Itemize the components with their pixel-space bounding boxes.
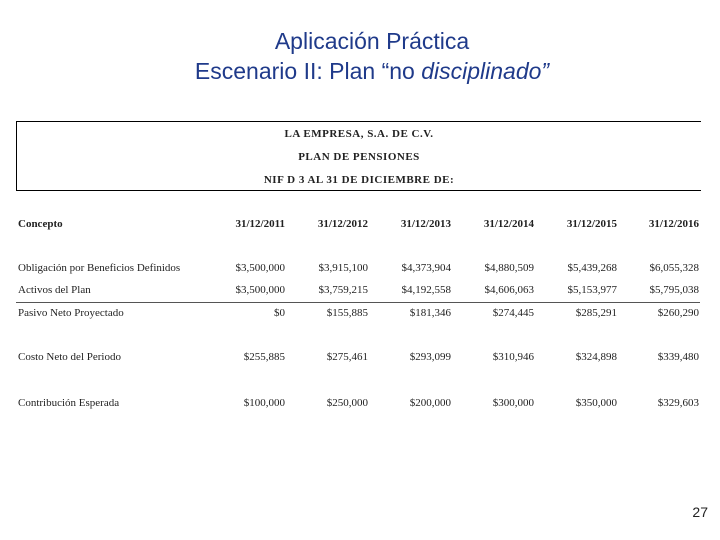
row-label: Costo Neto del Periodo bbox=[18, 351, 121, 363]
table-row bbox=[16, 284, 706, 300]
column-header: 31/12/2014 bbox=[483, 218, 534, 230]
table-cell: $181,346 bbox=[409, 307, 451, 319]
page-number: 27 bbox=[692, 504, 708, 520]
table-cell: $275,461 bbox=[326, 351, 368, 363]
title-line-2-italic: disciplinado” bbox=[421, 58, 550, 84]
row-label: Activos del Plan bbox=[18, 284, 91, 296]
row-label: Obligación por Beneficios Definidos bbox=[18, 262, 181, 274]
table-row bbox=[16, 307, 706, 323]
table-header-row bbox=[16, 218, 706, 234]
table-cell: $3,500,000 bbox=[235, 262, 285, 274]
table-cell: $3,500,000 bbox=[235, 284, 285, 296]
table-cell: $293,099 bbox=[409, 351, 451, 363]
table-cell: $100,000 bbox=[243, 397, 285, 409]
table-cell: $5,795,038 bbox=[649, 284, 699, 296]
report-header-box bbox=[16, 121, 701, 191]
company-name: LA EMPRESA, S.A. DE C.V. bbox=[284, 128, 434, 140]
row-label: Contribución Esperada bbox=[18, 397, 120, 409]
slide-title bbox=[0, 26, 720, 86]
row-label: Pasivo Neto Proyectado bbox=[18, 307, 124, 319]
table-cell: $6,055,328 bbox=[649, 262, 699, 274]
table-cell: $339,480 bbox=[657, 351, 699, 363]
title-line-2 bbox=[0, 56, 720, 86]
table-cell: $310,946 bbox=[492, 351, 534, 363]
table-cell: $350,000 bbox=[575, 397, 617, 409]
table-cell: $3,759,215 bbox=[318, 284, 368, 296]
table-cell: $329,603 bbox=[657, 397, 699, 409]
plan-name: PLAN DE PENSIONES bbox=[298, 151, 420, 163]
table-row bbox=[16, 351, 706, 367]
table-cell: $155,885 bbox=[326, 307, 368, 319]
column-header-concepto: Concepto bbox=[18, 218, 63, 230]
table-cell: $4,373,904 bbox=[401, 262, 451, 274]
table-row bbox=[16, 397, 706, 413]
column-header: 31/12/2011 bbox=[235, 218, 285, 230]
table-cell: $250,000 bbox=[326, 397, 368, 409]
report-period: NIF D 3 AL 31 DE DICIEMBRE DE: bbox=[263, 174, 455, 186]
column-header: 31/12/2015 bbox=[566, 218, 617, 230]
table-cell: $200,000 bbox=[409, 397, 451, 409]
table-cell: $260,290 bbox=[657, 307, 699, 319]
table-cell: $4,192,558 bbox=[401, 284, 451, 296]
table-cell: $3,915,100 bbox=[318, 262, 368, 274]
table-cell: $300,000 bbox=[492, 397, 534, 409]
table-cell: $285,291 bbox=[575, 307, 617, 319]
table-cell: $4,880,509 bbox=[484, 262, 534, 274]
table-cell: $274,445 bbox=[492, 307, 534, 319]
column-header: 31/12/2012 bbox=[317, 218, 368, 230]
table-cell: $324,898 bbox=[575, 351, 617, 363]
table-cell: $0 bbox=[274, 307, 285, 319]
column-header: 31/12/2016 bbox=[648, 218, 699, 230]
table-row bbox=[16, 262, 706, 278]
table-cell: $5,153,977 bbox=[567, 284, 617, 296]
column-header: 31/12/2013 bbox=[400, 218, 451, 230]
table-cell: $5,439,268 bbox=[567, 262, 617, 274]
table-cell: $255,885 bbox=[243, 351, 285, 363]
title-line-1: Aplicación Práctica bbox=[274, 28, 470, 54]
table-cell: $4,606,063 bbox=[484, 284, 534, 296]
title-line-2-text: Escenario II: Plan “no bbox=[194, 58, 422, 84]
subtotal-rule bbox=[16, 302, 700, 303]
